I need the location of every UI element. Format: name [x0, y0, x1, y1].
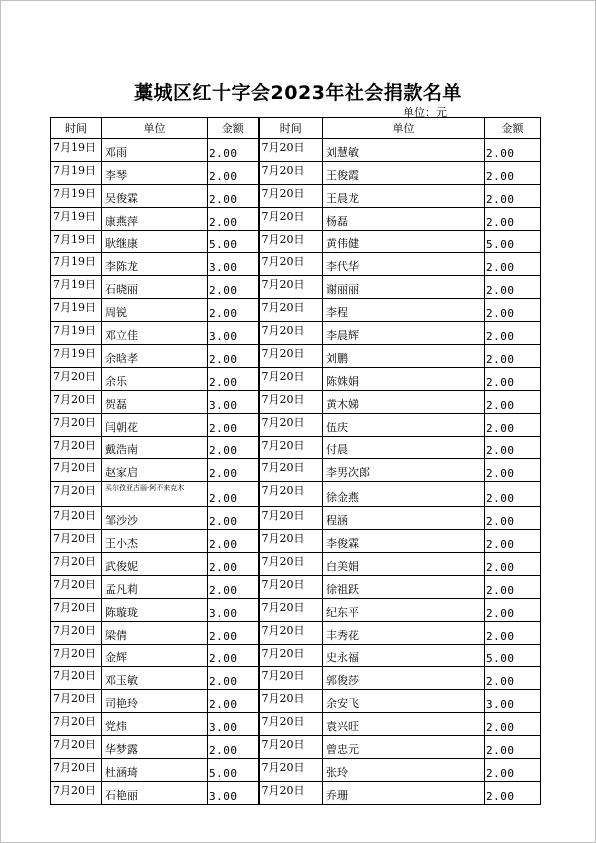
header-amount-left: 金额 [208, 118, 259, 139]
cell-amount-left: 2.00 [208, 184, 259, 207]
cell-date-left: 7月20日 [51, 459, 102, 482]
table-row [51, 413, 541, 436]
cell-date-right: 7月20日 [259, 184, 323, 207]
donation-table [50, 117, 541, 805]
cell-amount-left: 3.00 [208, 390, 259, 413]
cell-name-left: 李琴 [102, 161, 208, 184]
cell-name-left: 闫朝花 [102, 413, 208, 436]
cell-name-left: 梁倩 [102, 621, 208, 644]
cell-date-left: 7月19日 [51, 322, 102, 345]
cell-amount-left: 2.00 [208, 575, 259, 598]
cell-date-right: 7月20日 [259, 253, 323, 276]
cell-amount-left: 2.00 [208, 553, 259, 576]
cell-name-left: 邹沙沙 [102, 507, 208, 530]
cell-date-left: 7月19日 [51, 207, 102, 230]
table-row [51, 598, 541, 621]
cell-date-right: 7月20日 [259, 413, 323, 436]
table-row [51, 322, 541, 345]
cell-date-left: 7月19日 [51, 299, 102, 322]
cell-name-right: 李程 [323, 299, 485, 322]
cell-amount-right: 2.00 [485, 139, 541, 162]
cell-name-left: 吴俊霖 [102, 184, 208, 207]
table-row [51, 530, 541, 553]
table-row [51, 459, 541, 482]
cell-name-left: 赵家启 [102, 459, 208, 482]
cell-amount-left: 2.00 [208, 299, 259, 322]
cell-date-right: 7月20日 [259, 667, 323, 690]
table-row [51, 139, 541, 162]
cell-date-left: 7月20日 [51, 598, 102, 621]
cell-date-left: 7月20日 [51, 413, 102, 436]
cell-name-left: 周锐 [102, 299, 208, 322]
cell-date-right: 7月20日 [259, 230, 323, 253]
cell-amount-right: 2.00 [485, 530, 541, 553]
cell-date-right: 7月20日 [259, 390, 323, 413]
cell-name-left: 余乐 [102, 367, 208, 390]
cell-name-right: 程涵 [323, 507, 485, 530]
cell-amount-left: 2.00 [208, 507, 259, 530]
cell-date-right: 7月20日 [259, 759, 323, 782]
cell-date-right: 7月20日 [259, 690, 323, 713]
table-row [51, 345, 541, 368]
cell-date-left: 7月19日 [51, 345, 102, 368]
cell-name-right: 黄伟健 [323, 230, 485, 253]
cell-date-right: 7月20日 [259, 459, 323, 482]
cell-amount-left: 2.00 [208, 161, 259, 184]
table-row [51, 553, 541, 576]
cell-date-right: 7月20日 [259, 530, 323, 553]
cell-name-left: 党炜 [102, 713, 208, 736]
cell-amount-left: 2.00 [208, 276, 259, 299]
cell-amount-left: 3.00 [208, 713, 259, 736]
cell-amount-left: 2.00 [208, 139, 259, 162]
header-name-left: 单位 [102, 118, 208, 139]
table-header-row [51, 118, 541, 139]
cell-amount-right: 2.00 [485, 276, 541, 299]
cell-date-left: 7月19日 [51, 276, 102, 299]
cell-amount-right: 2.00 [485, 367, 541, 390]
cell-name-right: 乔珊 [323, 781, 485, 804]
cell-name-right: 郭俊莎 [323, 667, 485, 690]
cell-date-left: 7月20日 [51, 621, 102, 644]
cell-amount-left: 5.00 [208, 230, 259, 253]
cell-name-left: 耿继康 [102, 230, 208, 253]
cell-amount-right: 2.00 [485, 459, 541, 482]
cell-date-left: 7月20日 [51, 575, 102, 598]
cell-amount-right: 2.00 [485, 322, 541, 345]
cell-date-right: 7月20日 [259, 507, 323, 530]
cell-date-left: 7月20日 [51, 553, 102, 576]
cell-date-left: 7月20日 [51, 736, 102, 759]
header-name-right: 单位 [323, 118, 485, 139]
cell-date-left: 7月20日 [51, 667, 102, 690]
cell-name-right: 伍庆 [323, 413, 485, 436]
header-date-left: 时间 [51, 118, 102, 139]
cell-name-left: 孟凡莉 [102, 575, 208, 598]
cell-name-right: 余安飞 [323, 690, 485, 713]
table-row [51, 436, 541, 459]
table-row [51, 575, 541, 598]
cell-amount-left: 2.00 [208, 345, 259, 368]
cell-amount-right: 2.00 [485, 345, 541, 368]
cell-amount-right: 2.00 [485, 299, 541, 322]
cell-name-right: 王俊霞 [323, 161, 485, 184]
cell-amount-right: 2.00 [485, 667, 541, 690]
cell-date-right: 7月20日 [259, 553, 323, 576]
cell-amount-right: 2.00 [485, 207, 541, 230]
cell-date-right: 7月20日 [259, 276, 323, 299]
cell-name-right: 王晨龙 [323, 184, 485, 207]
cell-amount-left: 5.00 [208, 759, 259, 782]
cell-date-right: 7月20日 [259, 299, 323, 322]
cell-amount-left: 3.00 [208, 322, 259, 345]
table-row [51, 507, 541, 530]
cell-date-left: 7月19日 [51, 230, 102, 253]
cell-name-right: 付晨 [323, 436, 485, 459]
cell-amount-left: 2.00 [208, 413, 259, 436]
cell-name-right: 李晨辉 [323, 322, 485, 345]
cell-amount-right: 3.00 [485, 690, 541, 713]
cell-date-right: 7月20日 [259, 345, 323, 368]
cell-amount-right: 2.00 [485, 575, 541, 598]
cell-amount-right: 2.00 [485, 436, 541, 459]
table-row [51, 690, 541, 713]
table-row [51, 367, 541, 390]
cell-date-left: 7月20日 [51, 367, 102, 390]
cell-date-left: 7月20日 [51, 759, 102, 782]
cell-amount-right: 5.00 [485, 644, 541, 667]
cell-name-right: 丰秀花 [323, 621, 485, 644]
cell-date-left: 7月19日 [51, 184, 102, 207]
cell-name-left: 杜涵琦 [102, 759, 208, 782]
table-row [51, 276, 541, 299]
cell-name-right: 白美娟 [323, 553, 485, 576]
cell-name-left: 戴浩南 [102, 436, 208, 459]
cell-date-right: 7月20日 [259, 367, 323, 390]
cell-date-right: 7月20日 [259, 736, 323, 759]
cell-name-right: 史永福 [323, 644, 485, 667]
cell-amount-right: 2.00 [485, 184, 541, 207]
table-row [51, 644, 541, 667]
cell-name-right: 纪东平 [323, 598, 485, 621]
cell-name-left: 邓玉敏 [102, 667, 208, 690]
cell-date-right: 7月20日 [259, 207, 323, 230]
cell-amount-right: 5.00 [485, 230, 541, 253]
table-row [51, 667, 541, 690]
cell-amount-left: 3.00 [208, 598, 259, 621]
cell-date-left: 7月20日 [51, 690, 102, 713]
cell-name-right: 刘鹏 [323, 345, 485, 368]
cell-name-right: 袁兴旺 [323, 713, 485, 736]
cell-date-right: 7月20日 [259, 621, 323, 644]
cell-date-right: 7月20日 [259, 598, 323, 621]
cell-amount-left: 2.00 [208, 207, 259, 230]
cell-amount-right: 2.00 [485, 482, 541, 507]
cell-name-right: 李男次郎 [323, 459, 485, 482]
page-title: 藁城区红十字会2023年社会捐款名单 [134, 82, 462, 104]
cell-amount-right: 2.00 [485, 598, 541, 621]
table-row [51, 736, 541, 759]
cell-date-left: 7月20日 [51, 390, 102, 413]
cell-date-right: 7月20日 [259, 575, 323, 598]
cell-name-right: 徐金燕 [323, 482, 485, 507]
cell-date-right: 7月20日 [259, 482, 323, 507]
cell-amount-left: 3.00 [208, 253, 259, 276]
cell-amount-right: 2.00 [485, 736, 541, 759]
cell-amount-right: 2.00 [485, 781, 541, 804]
cell-name-left: 买尔孜亚古丽·阿不来克木 [102, 482, 208, 507]
cell-date-left: 7月20日 [51, 436, 102, 459]
cell-date-right: 7月20日 [259, 713, 323, 736]
cell-name-right: 曾忠元 [323, 736, 485, 759]
table-row [51, 184, 541, 207]
table-row [51, 390, 541, 413]
cell-name-left: 金辉 [102, 644, 208, 667]
cell-amount-right: 2.00 [485, 713, 541, 736]
cell-amount-left: 2.00 [208, 736, 259, 759]
cell-name-left: 贺磊 [102, 390, 208, 413]
cell-date-left: 7月20日 [51, 482, 102, 507]
header-date-right: 时间 [259, 118, 323, 139]
cell-name-left: 陈璇珑 [102, 598, 208, 621]
unit-label: 单位：元 [403, 106, 447, 119]
cell-name-right: 陈姝娟 [323, 367, 485, 390]
table-row [51, 161, 541, 184]
cell-name-left: 石艳丽 [102, 781, 208, 804]
cell-name-right: 李俊霖 [323, 530, 485, 553]
cell-name-right: 徐祖跃 [323, 575, 485, 598]
cell-date-left: 7月20日 [51, 713, 102, 736]
cell-amount-left: 2.00 [208, 459, 259, 482]
cell-name-right: 黄木娣 [323, 390, 485, 413]
cell-amount-left: 2.00 [208, 667, 259, 690]
cell-date-right: 7月20日 [259, 644, 323, 667]
cell-name-left: 邓雨 [102, 139, 208, 162]
cell-date-left: 7月20日 [51, 530, 102, 553]
cell-amount-right: 2.00 [485, 759, 541, 782]
table-row [51, 713, 541, 736]
cell-name-right: 杨磊 [323, 207, 485, 230]
cell-amount-left: 2.00 [208, 644, 259, 667]
cell-amount-right: 2.00 [485, 161, 541, 184]
table-row [51, 759, 541, 782]
cell-name-right: 谢丽丽 [323, 276, 485, 299]
table-row [51, 482, 541, 507]
cell-name-left: 石晓丽 [102, 276, 208, 299]
cell-date-right: 7月20日 [259, 781, 323, 804]
cell-amount-right: 2.00 [485, 621, 541, 644]
cell-amount-left: 2.00 [208, 367, 259, 390]
table-row [51, 253, 541, 276]
header-amount-right: 金额 [485, 118, 541, 139]
cell-name-left: 武俊妮 [102, 553, 208, 576]
cell-name-left: 余晗孝 [102, 345, 208, 368]
cell-name-right: 刘慧敏 [323, 139, 485, 162]
cell-name-left: 司艳玲 [102, 690, 208, 713]
table-row [51, 207, 541, 230]
cell-amount-left: 3.00 [208, 781, 259, 804]
cell-date-left: 7月20日 [51, 644, 102, 667]
cell-date-left: 7月19日 [51, 139, 102, 162]
table-row [51, 781, 541, 804]
cell-name-right: 李代华 [323, 253, 485, 276]
cell-amount-left: 2.00 [208, 436, 259, 459]
cell-date-left: 7月20日 [51, 507, 102, 530]
cell-amount-right: 2.00 [485, 413, 541, 436]
cell-name-left: 邓立佳 [102, 322, 208, 345]
cell-amount-right: 2.00 [485, 553, 541, 576]
table-row [51, 230, 541, 253]
cell-name-left: 康燕萍 [102, 207, 208, 230]
table-row [51, 621, 541, 644]
cell-amount-right: 2.00 [485, 253, 541, 276]
cell-name-left: 华梦露 [102, 736, 208, 759]
cell-date-left: 7月19日 [51, 253, 102, 276]
cell-date-left: 7月19日 [51, 161, 102, 184]
cell-name-left: 李陈龙 [102, 253, 208, 276]
cell-date-right: 7月20日 [259, 139, 323, 162]
table-row [51, 299, 541, 322]
cell-name-right: 张玲 [323, 759, 485, 782]
cell-amount-left: 2.00 [208, 482, 259, 507]
cell-date-left: 7月20日 [51, 781, 102, 804]
cell-amount-left: 2.00 [208, 530, 259, 553]
cell-amount-left: 2.00 [208, 621, 259, 644]
cell-amount-left: 2.00 [208, 690, 259, 713]
cell-date-right: 7月20日 [259, 161, 323, 184]
cell-date-right: 7月20日 [259, 436, 323, 459]
cell-date-right: 7月20日 [259, 322, 323, 345]
cell-amount-right: 2.00 [485, 390, 541, 413]
cell-name-left: 王小杰 [102, 530, 208, 553]
cell-amount-right: 2.00 [485, 507, 541, 530]
